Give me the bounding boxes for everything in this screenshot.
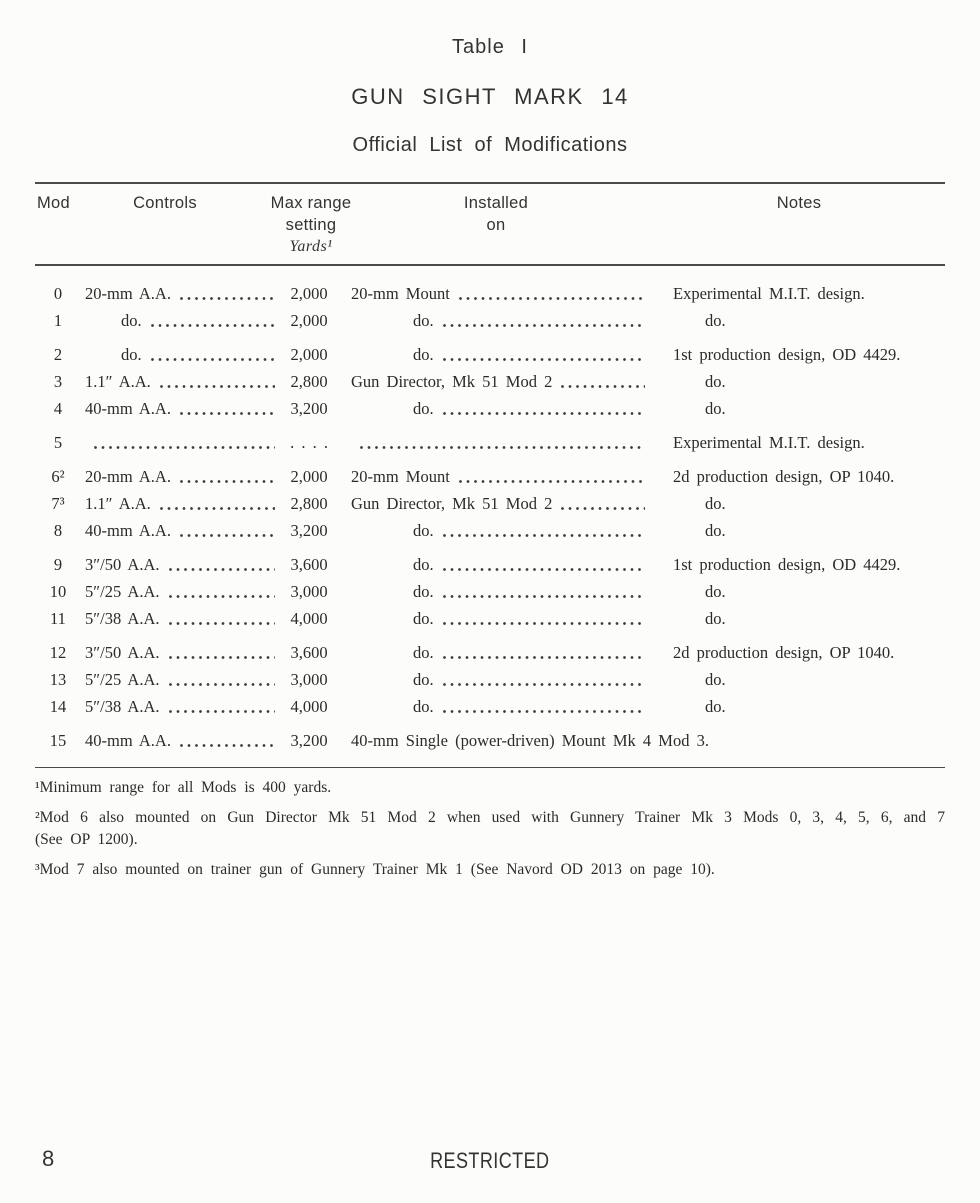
cell-mod: 2 xyxy=(53,345,63,364)
cell-controls: 20-mm A.A. xyxy=(81,280,281,307)
range-header-line2: setting xyxy=(285,216,337,234)
table-row xyxy=(35,341,945,368)
dot-leader xyxy=(169,710,275,713)
cell-range: 3,600 xyxy=(290,643,328,662)
column-header-notes: Notes xyxy=(776,194,822,212)
cell-range: 3,000 xyxy=(290,582,328,601)
cell-controls: 5″/38 A.A. xyxy=(81,605,281,632)
column-header-mod: Mod xyxy=(37,194,70,212)
cell-controls: 40-mm A.A. xyxy=(81,395,281,422)
dot-leader xyxy=(169,568,275,571)
cell-range: 3,600 xyxy=(290,555,328,574)
cell-installed: do. xyxy=(337,578,651,605)
cell-controls: 1.1″ A.A. xyxy=(81,490,281,517)
cell-notes: do. xyxy=(705,609,726,628)
table-row xyxy=(35,280,945,307)
range-header-units: Yards¹ xyxy=(289,238,333,255)
table-row xyxy=(35,307,945,334)
dot-leader xyxy=(443,683,645,686)
cell-mod: 15 xyxy=(49,731,67,750)
table-body xyxy=(35,280,945,754)
table-row xyxy=(35,578,945,605)
dot-leader xyxy=(561,507,645,510)
classification-stamp xyxy=(0,1148,980,1174)
dot-leader xyxy=(443,622,645,625)
table-row xyxy=(35,517,945,544)
cell-notes: 2d production design, OP 1040. xyxy=(673,643,895,662)
cell-controls: 1.1″ A.A. xyxy=(81,368,281,395)
cell-mod: 3 xyxy=(53,372,63,391)
cell-mod: 14 xyxy=(49,697,67,716)
cell-range: 4,000 xyxy=(290,609,328,628)
page-subtitle: Official List of Modifications xyxy=(352,134,628,156)
cell-controls: 40-mm A.A. xyxy=(81,517,281,544)
cell-installed: do. xyxy=(337,639,651,666)
cell-installed: Gun Director, Mk 51 Mod 2 xyxy=(337,490,651,517)
cell-controls: 5″/25 A.A. xyxy=(81,578,281,605)
cell-range: 2,000 xyxy=(290,311,328,330)
cell-notes: do. xyxy=(705,521,726,540)
footnote-1: ¹Minimum range for all Mods is 400 yards. xyxy=(35,779,332,796)
installed-header-line2: on xyxy=(486,216,506,234)
table-row xyxy=(35,666,945,693)
footnote-2 xyxy=(35,807,945,851)
cell-notes: Experimental M.I.T. design. xyxy=(673,433,865,452)
cell-installed: do. xyxy=(337,517,651,544)
cell-range: 3,200 xyxy=(290,399,328,418)
table-row xyxy=(35,693,945,720)
dot-leader xyxy=(180,534,275,537)
cell-installed: do. xyxy=(337,605,651,632)
cell-notes: Experimental M.I.T. design. xyxy=(673,284,865,303)
cell-controls: 40-mm A.A. xyxy=(81,727,281,754)
footnotes xyxy=(35,777,945,881)
page-number: 8 xyxy=(42,1146,55,1171)
cell-range: 2,800 xyxy=(290,494,328,513)
cell-mod: 12 xyxy=(49,643,67,662)
cell-controls: do. xyxy=(81,341,281,368)
cell-installed: Gun Director, Mk 51 Mod 2 xyxy=(337,368,651,395)
table-row xyxy=(35,490,945,517)
cell-notes: 2d production design, OP 1040. xyxy=(673,467,895,486)
cell-installed: 20-mm Mount xyxy=(337,280,651,307)
table-bottom-rule xyxy=(35,767,945,768)
column-header-controls: Controls xyxy=(133,194,197,212)
dot-leader xyxy=(151,324,275,327)
dot-leader xyxy=(443,534,645,537)
cell-installed: do. xyxy=(337,693,651,720)
dot-leader xyxy=(443,568,645,571)
dot-leader xyxy=(180,744,275,747)
cell-controls: 3″/50 A.A. xyxy=(81,639,281,666)
cell-notes: do. xyxy=(705,494,726,513)
cell-notes: do. xyxy=(705,399,726,418)
cell-range: 2,000 xyxy=(290,345,328,364)
cell-range: 4,000 xyxy=(290,697,328,716)
dot-leader xyxy=(160,385,275,388)
cell-installed: 40-mm Single (power-driven) Mount Mk 4 Mod 3. xyxy=(351,731,709,750)
table-row xyxy=(35,463,945,490)
cell-installed: do. xyxy=(337,307,651,334)
cell-notes: do. xyxy=(705,372,726,391)
range-header-line1: Max range xyxy=(270,194,352,212)
dot-leader xyxy=(443,595,645,598)
dot-leader xyxy=(443,358,645,361)
cell-notes: do. xyxy=(705,582,726,601)
classification-text: RESTRICTED xyxy=(430,1148,550,1173)
dot-leader xyxy=(160,507,275,510)
cell-mod: 11 xyxy=(50,609,66,628)
column-header-range xyxy=(270,192,352,258)
cell-mod: 5 xyxy=(53,433,63,452)
table-header-row xyxy=(35,184,945,264)
table-row xyxy=(35,395,945,422)
cell-controls: do. xyxy=(81,307,281,334)
page-title: GUN SIGHT MARK 14 xyxy=(351,84,629,109)
cell-range: 3,000 xyxy=(290,670,328,689)
cell-mod: 7³ xyxy=(51,494,65,513)
dot-leader xyxy=(459,297,645,300)
cell-range: 2,000 xyxy=(290,284,328,303)
installed-header-line1: Installed xyxy=(463,194,529,212)
dot-leader xyxy=(180,480,275,483)
dot-leader xyxy=(180,412,275,415)
table-row xyxy=(35,605,945,632)
dot-leader xyxy=(443,324,645,327)
cell-installed xyxy=(337,429,651,456)
cell-installed: do. xyxy=(337,551,651,578)
table-row xyxy=(35,429,945,456)
cell-installed: do. xyxy=(337,395,651,422)
cell-mod: 4 xyxy=(53,399,63,418)
column-header-installed xyxy=(339,192,653,236)
cell-mod: 9 xyxy=(53,555,63,574)
table-label: Table I xyxy=(452,36,528,58)
cell-notes: 1st production design, OD 4429. xyxy=(673,555,901,574)
cell-range: 2,000 xyxy=(290,467,328,486)
dot-leader xyxy=(360,446,645,449)
cell-mod: 6² xyxy=(51,467,65,486)
dot-leader xyxy=(169,595,275,598)
cell-mod: 8 xyxy=(53,521,63,540)
cell-mod: 13 xyxy=(49,670,67,689)
dot-leader xyxy=(151,358,275,361)
dot-leader xyxy=(459,480,645,483)
cell-controls xyxy=(81,429,281,456)
cell-notes: do. xyxy=(705,670,726,689)
cell-controls: 20-mm A.A. xyxy=(81,463,281,490)
table-row xyxy=(35,551,945,578)
footnote-2-line1: ²Mod 6 also mounted on Gun Director Mk 51 Mod 2 when used with Gunnery Trainer Mk 3 Mods 0, 3, 4, 5, 6, and 7 xyxy=(35,809,945,826)
cell-mod: 10 xyxy=(49,582,67,601)
cell-controls: 5″/25 A.A. xyxy=(81,666,281,693)
dot-leader xyxy=(180,297,275,300)
dot-leader xyxy=(94,446,275,449)
cell-range: 3,200 xyxy=(290,521,328,540)
cell-range: 3,200 xyxy=(290,731,328,750)
cell-notes: do. xyxy=(705,697,726,716)
cell-mod: 1 xyxy=(53,311,63,330)
cell-range: 2,800 xyxy=(290,372,328,391)
cell-installed: 20-mm Mount xyxy=(337,463,651,490)
footnote-2-line2: (See OP 1200). xyxy=(35,831,138,848)
cell-notes: do. xyxy=(705,311,726,330)
dot-leader xyxy=(443,412,645,415)
cell-range: . . . . xyxy=(290,433,328,452)
footnote-3: ³Mod 7 also mounted on trainer gun of Gunnery Trainer Mk 1 (See Navord OD 2013 on page 10). xyxy=(35,861,715,878)
dot-leader xyxy=(169,622,275,625)
table-row xyxy=(35,368,945,395)
cell-controls: 3″/50 A.A. xyxy=(81,551,281,578)
table-row xyxy=(35,639,945,666)
dot-leader xyxy=(561,385,645,388)
cell-mod: 0 xyxy=(53,284,63,303)
table-row xyxy=(35,727,945,754)
dot-leader xyxy=(169,656,275,659)
dot-leader xyxy=(443,656,645,659)
cell-installed: do. xyxy=(337,666,651,693)
cell-notes: 1st production design, OD 4429. xyxy=(673,345,901,364)
cell-controls: 5″/38 A.A. xyxy=(81,693,281,720)
dot-leader xyxy=(169,683,275,686)
cell-installed: do. xyxy=(337,341,651,368)
dot-leader xyxy=(443,710,645,713)
table-header-rule xyxy=(35,264,945,266)
